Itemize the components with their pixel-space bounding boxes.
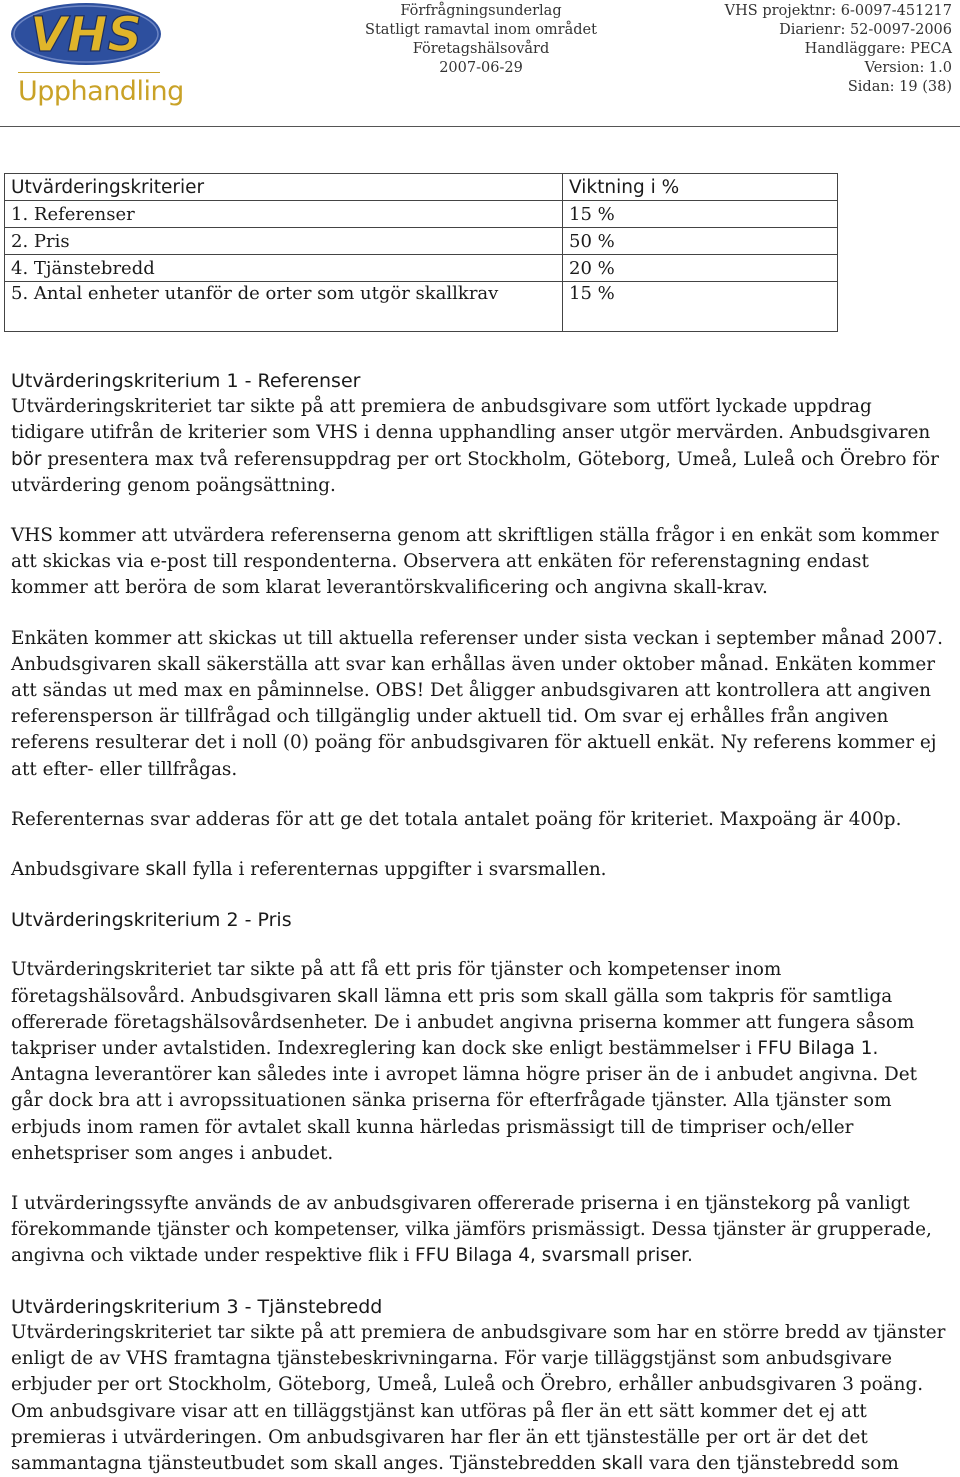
table-row — [5, 255, 838, 282]
header-diary-number: Diarienr: 52-0097-2006 — [779, 22, 952, 38]
table-cell-criterion: 1. Referenser — [5, 201, 563, 228]
header-version: Version: 1.0 — [864, 60, 952, 76]
header-doc-subject: Statligt ramavtal inom området — [365, 22, 597, 38]
page-header — [0, 0, 960, 128]
text-run: Utvärderingskriteriet tar sikte på att premiera de anbudsgivare som har en större bredd av tjänster enligt de av VHS framtagna tjänstebeskrivningarna. För varje tilläggstjänst som anbudsgivare erbjuder per ort Stockholm, Göteborg, Umeå, Luleå och Örebro, erhåller anbudsgivaren 3 poäng. Om anbudsgivare visar att en tilläggstjänst kan utföras på fler än ett sätt kommer det ej att premieras i utvärderingen. Om anbudsgivaren har fler än ett tjänsteställe per ort är det det sammantagna tjänsteutbudet som skall anges. Tjänstebredden — [11, 1321, 946, 1474]
emphasis-bor: bör — [11, 448, 42, 470]
table-header-weight: Viktning i % — [563, 174, 838, 201]
table-row — [5, 201, 838, 228]
paragraph-spacer — [11, 602, 946, 626]
table-cell-weight: 50 % — [563, 228, 838, 255]
text-run: Utvärderingskriteriet tar sikte på att premiera de anbudsgivare som utfört lyckade uppdrag tidigare utifrån de kriterier som VHS i denna upphandling anser utgör mervärden. Anbudsgivaren — [11, 396, 931, 444]
paragraph-spacer — [11, 1270, 946, 1294]
text-run: presentera max två referensuppdrag per ort Stockholm, Göteborg, Umeå, Luleå och Örebro för utvärdering genom poängsättning. — [11, 448, 939, 496]
section-2-paragraph-1 — [11, 957, 946, 1167]
text-run: lämna ett pris som skall gälla som takpris för samtliga offererade företagshälsovårdsenheter. De i anbudet angivna priserna kommer att fungera såsom takpriser under avtalstiden. Indexreglering kan dock ske enligt bestämmelser i — [11, 985, 915, 1060]
table-header-criterion: Utvärderingskriterier — [5, 174, 563, 201]
document-body — [11, 368, 946, 1477]
logo-caption: Upphandling — [18, 76, 184, 107]
table-cell-criterion: 5. Antal enheter utanför de orter som utgör skallkrav — [5, 282, 563, 332]
emphasis-skall: skall — [145, 859, 187, 881]
section-2-heading: Utvärderingskriterium 2 - Pris — [11, 909, 292, 932]
text-run: Antagna leverantörer kan således inte i avropet lämna högre priser än de i anbudet angivna. Det går dock bra att i avropssituationen sänka priserna för efterfrågade tjänster. Alla tjänster som erbjuds inom ramen för avtalet skall kunna härledas prismässigt till de timpriser och/eller enhetspriser som anges i anbudet. — [11, 1064, 918, 1164]
section-1-paragraph-4: Referenternas svar adderas för att ge det totala antalet poäng för kriteriet. Maxpoäng är 400p. — [11, 808, 902, 830]
logo-underline — [18, 72, 160, 73]
vhs-logo — [10, 2, 184, 112]
paragraph-spacer — [11, 499, 946, 523]
table-header-row — [5, 174, 838, 201]
header-project-number: VHS projektnr: 6-0097-451217 — [724, 3, 952, 19]
text-run: I utvärderingssyfte används de av anbudsgivaren offererade priserna i en tjänstekorg på vanligt förekommande tjänster och kompetenser, vilka jämförs prismässigt. Dessa tjänster är grupperade, angivna och viktade under respektive flik i — [11, 1193, 932, 1267]
section-1-paragraph-2: VHS kommer att utvärdera referenserna genom att skriftligen ställa frågor i en enkät som kommer att skickas via e-post till respondenterna. Observera att enkäten för referenstagning endast kommer att beröra de som klarat leverantörskvalificering och angivna skall-krav. — [11, 525, 939, 599]
table-row — [5, 282, 838, 332]
paragraph-spacer — [11, 883, 946, 907]
emphasis-skall: skall — [601, 1452, 644, 1474]
section-3-heading: Utvärderingskriterium 3 - Tjänstebredd — [11, 1295, 383, 1318]
header-reference-info — [725, 2, 952, 97]
header-case-officer: Handläggare: PECA — [804, 41, 952, 57]
table-cell-criterion: 4. Tjänstebredd — [5, 255, 563, 282]
table-cell-weight: 15 % — [563, 201, 838, 228]
paragraph-spacer — [11, 933, 946, 957]
table-cell-criterion: 2. Pris — [5, 228, 563, 255]
paragraph-spacer — [11, 833, 946, 857]
text-run: fylla i referenternas uppgifter i svarsmallen. — [186, 859, 607, 881]
section-2-paragraph-2 — [11, 1191, 946, 1270]
text-run: Anbudsgivare — [11, 859, 146, 881]
reference-ffu-bilaga-1: FFU Bilaga 1. — [757, 1038, 879, 1060]
section-1-heading: Utvärderingskriterium 1 - Referenser — [11, 370, 361, 392]
table-row — [5, 228, 838, 255]
emphasis-skall: skall — [337, 985, 379, 1007]
header-document-info — [340, 2, 622, 78]
table-cell-weight: 20 % — [563, 255, 838, 282]
section-1-paragraph-1 — [11, 394, 946, 499]
section-1-paragraph-3: Enkäten kommer att skickas ut till aktuella referenser under sista veckan i september månad 2007. Anbudsgivaren skall säkerställa att svar kan erhållas även under oktober månad. Enkäten kommer att sändas ut med max en påminnelse. OBS! Det åligger anbudsgivaren att kontrollera att angiven referensperson är tillfrågad och tillgänglig under aktuell tid. Om svar ej erhålles från angiven referens resulterar det i noll (0) poäng för anbudsgivaren för aktuell enkät. Ny referens kommer ej att efter- eller tillfrågas. — [11, 627, 943, 780]
header-doc-date: 2007-06-29 — [439, 60, 523, 76]
table-cell-weight: 15 % — [563, 282, 838, 332]
header-page-number: Sidan: 19 (38) — [847, 79, 952, 95]
header-doc-area: Företagshälsovård — [412, 41, 550, 57]
section-3-paragraph-1 — [11, 1320, 946, 1477]
logo-letters: VHS — [30, 7, 142, 63]
paragraph-spacer — [11, 1167, 946, 1191]
header-divider — [0, 126, 960, 127]
section-1-paragraph-5 — [11, 857, 946, 883]
reference-ffu-bilaga-4: FFU Bilaga 4, svarsmall priser. — [415, 1245, 693, 1267]
header-doc-type: Förfrågningsunderlag — [400, 3, 562, 19]
vhs-logo-mark — [10, 2, 162, 66]
text-run: Utvärderingskriteriet tar sikte på att få ett pris för tjänster och kompetenser inom företagshälsovård. Anbudsgivaren — [11, 959, 782, 1007]
text-run: vara den tjänstebredd som — [643, 1452, 899, 1474]
evaluation-criteria-table — [4, 173, 838, 332]
paragraph-spacer — [11, 783, 946, 807]
